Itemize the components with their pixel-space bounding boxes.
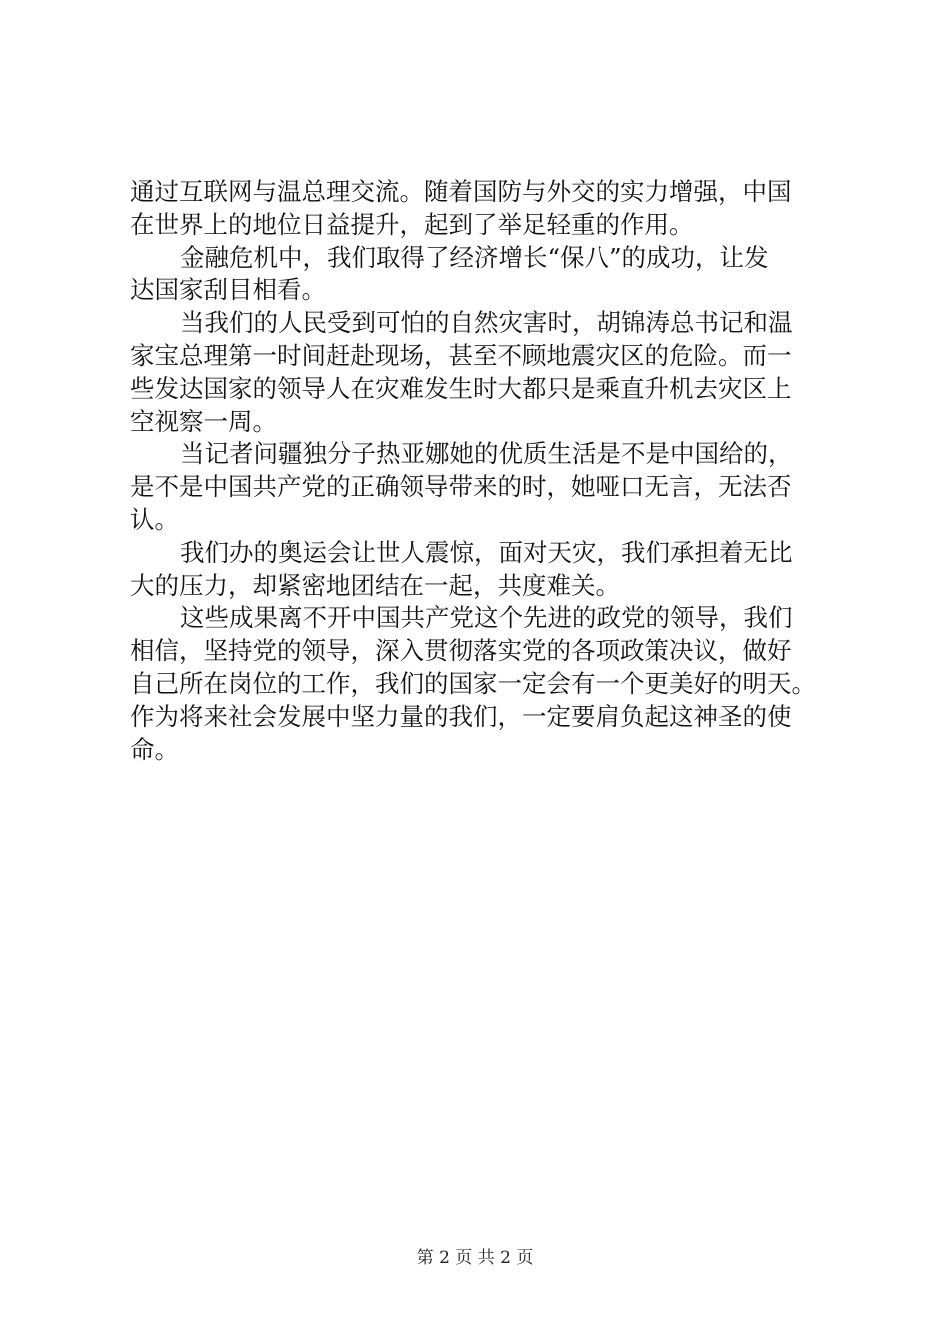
text-line: 我们办的奥运会让世人震惊，面对天灾，我们承担着无比: [180, 537, 793, 567]
text-line: 这些成果离不开中国共产党这个先进的政党的领导，我们: [180, 603, 793, 633]
text-line: 自己所在岗位的工作，我们的国家一定会有一个更美好的明天。: [130, 668, 816, 698]
text-line: 达国家刮目相看。: [130, 275, 326, 305]
text-line: 在世界上的地位日益提升，起到了举足轻重的作用。: [130, 209, 694, 239]
text-line: 空视察一周。: [130, 406, 277, 436]
text-line: 作为将来社会发展中坚力量的我们，一定要肩负起这神圣的使: [130, 701, 792, 731]
text-line: 家宝总理第一时间赶赴现场，甚至不顾地震灾区的危险。而一: [130, 340, 792, 370]
text-line: 命。: [130, 734, 179, 764]
text-line: 些发达国家的领导人在灾难发生时大都只是乘直升机去灾区上: [130, 373, 792, 403]
text-line: 金融危机中，我们取得了经济增长“保八”的成功，让发: [180, 242, 769, 272]
text-line: 通过互联网与温总理交流。随着国防与外交的实力增强，中国: [130, 177, 792, 206]
text-line: 相信，坚持党的领导，深入贯彻落实党的各项政策决议，做好: [130, 636, 792, 666]
document-body: [130, 176, 850, 766]
text-line: 认。: [130, 504, 179, 534]
text-line: 是不是中国共产党的正确领导带来的时，她哑口无言，无法否: [130, 472, 792, 502]
text-line: 当我们的人民受到可怕的自然灾害时，胡锦涛总书记和温: [180, 308, 793, 338]
page-number: 第 2 页 共 2 页: [416, 1248, 534, 1268]
page-footer: [0, 1243, 950, 1268]
text-line: 当记者问疆独分子热亚娜她的优质生活是不是中国给的，: [180, 439, 793, 469]
text-line: 大的压力，却紧密地团结在一起，共度难关。: [130, 570, 620, 600]
